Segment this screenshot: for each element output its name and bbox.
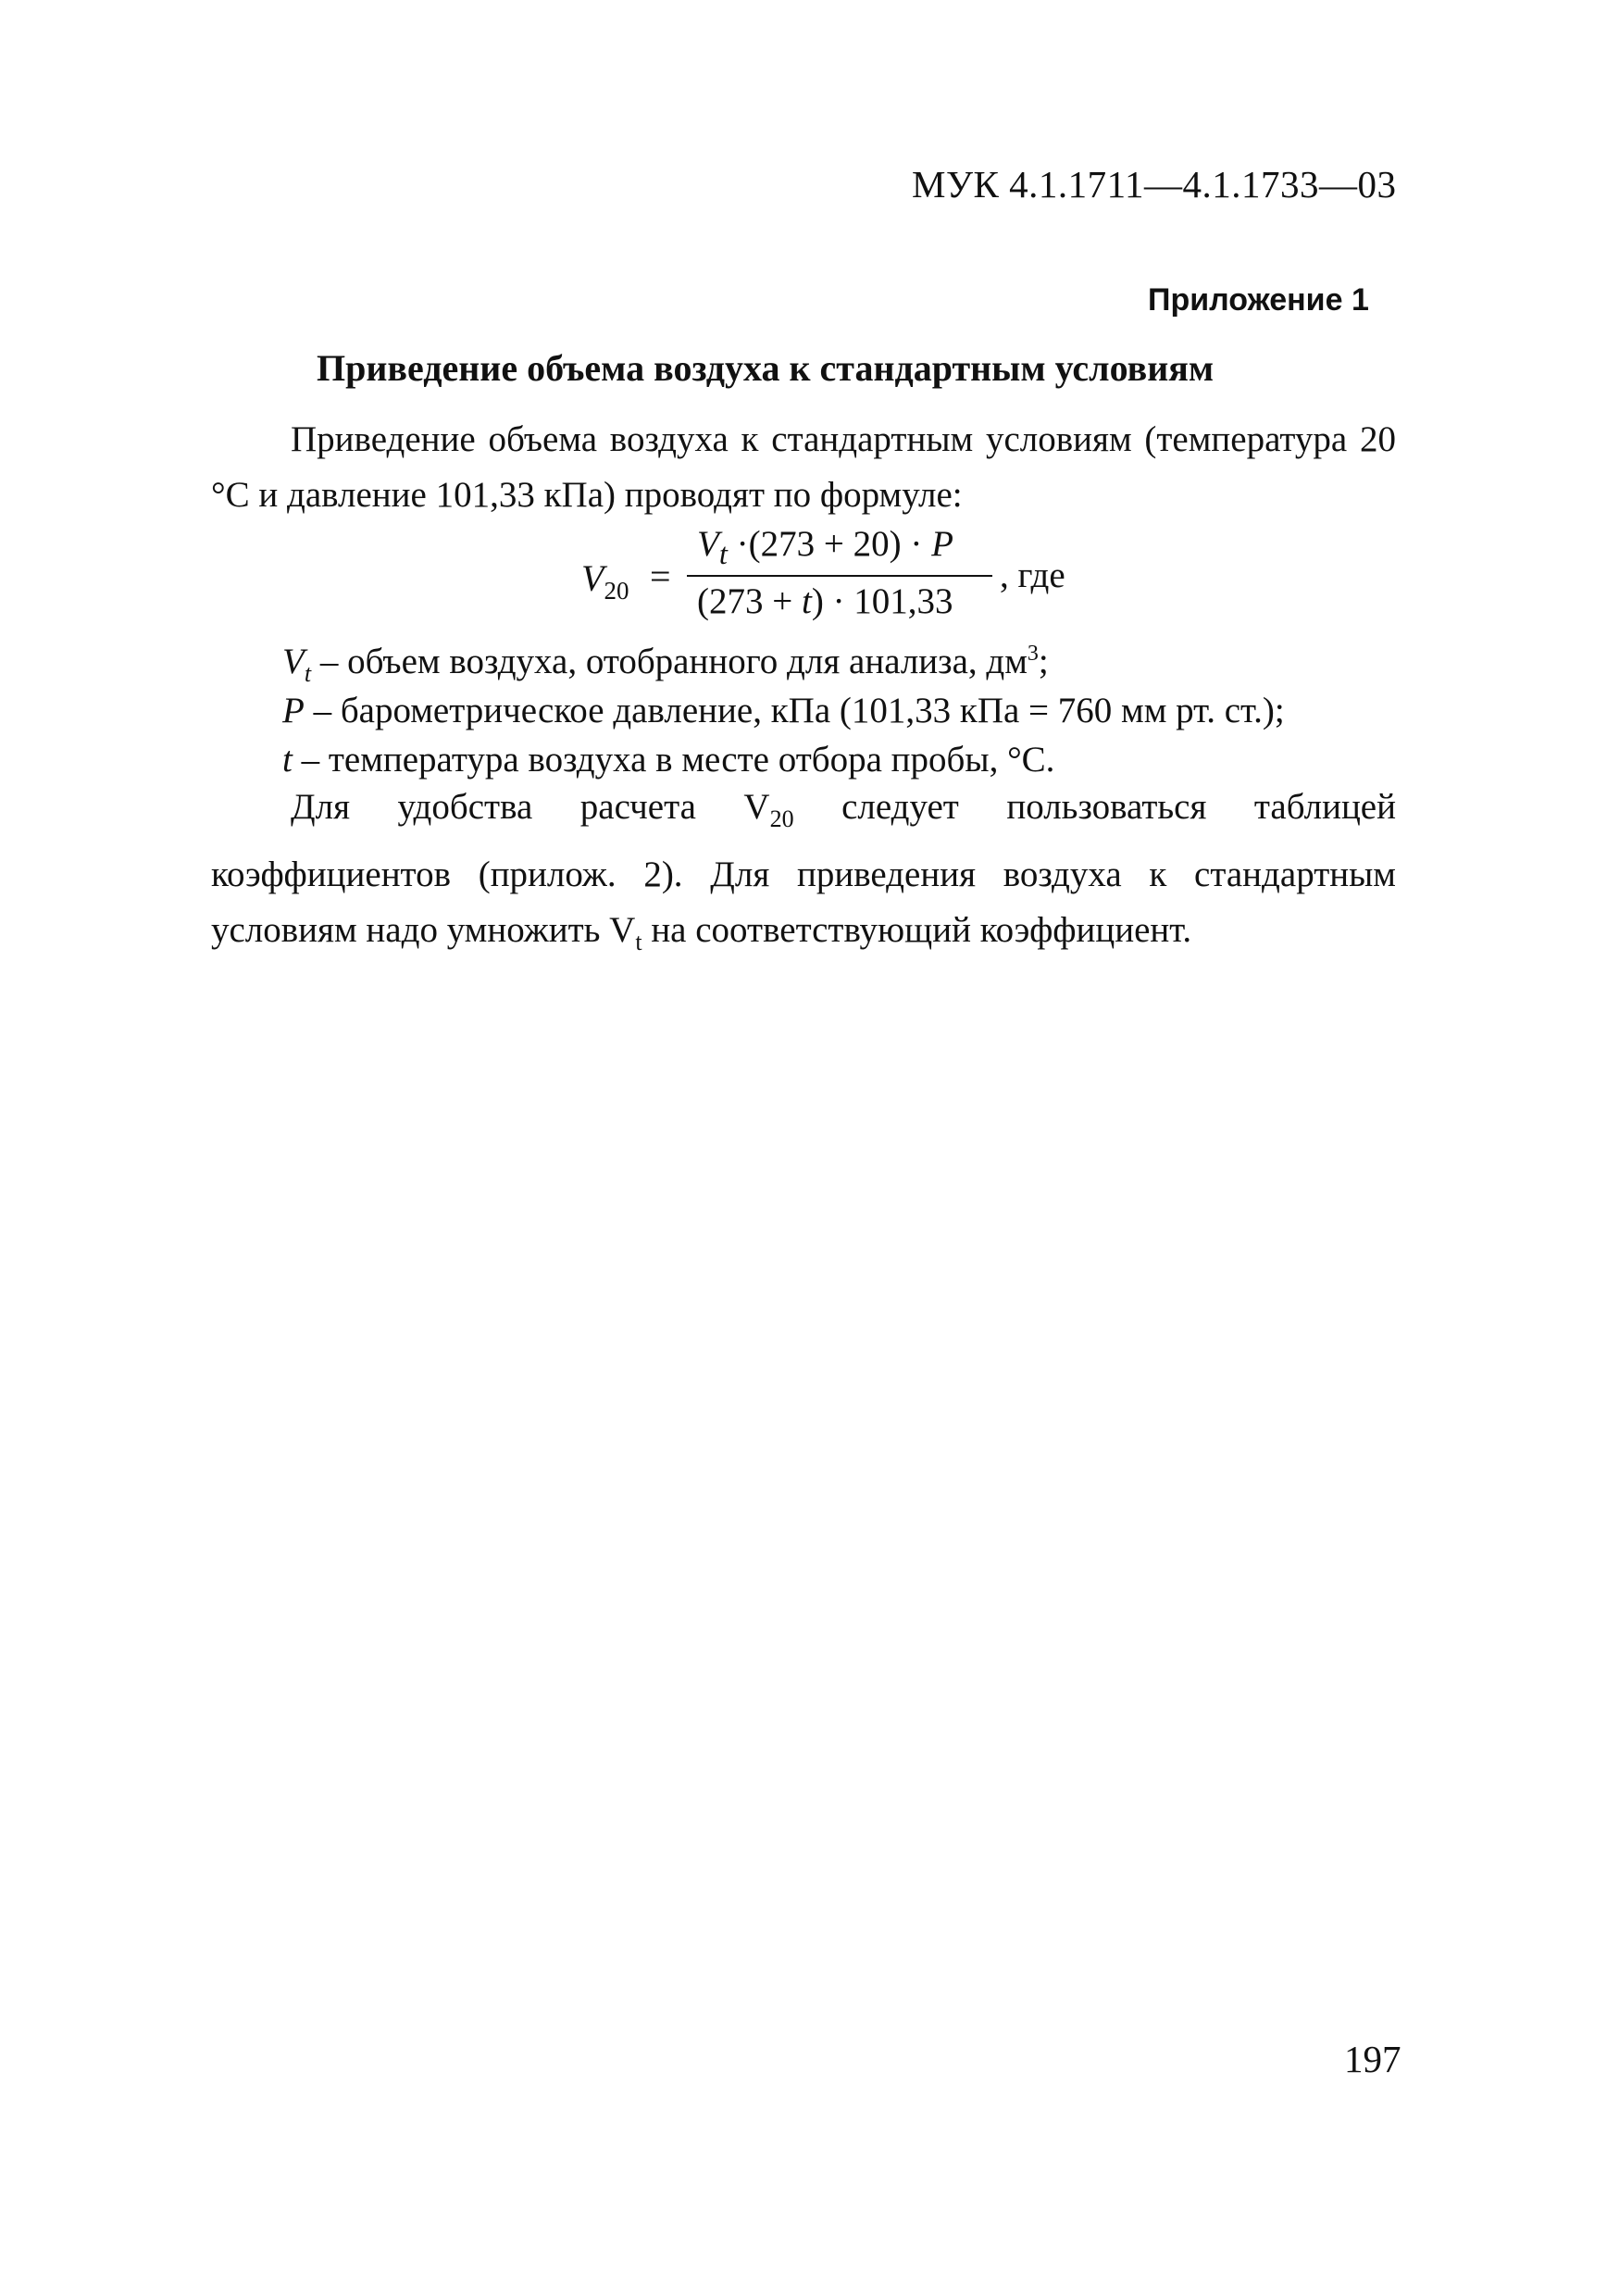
formula-lhs: $V_{20}$ <box>581 557 629 605</box>
formula <box>581 523 1063 630</box>
definition-vt: $V_t$ – объем воздуха, отобранного для анализа, $дм^3$; <box>282 642 1049 687</box>
intro-text: Приведение объема воздуха к стандартным условиям (температура 20 °С и давление 101,33 кПа) проводят по формуле: <box>211 419 1396 515</box>
formula-numerator: $V_t \cdot(273 + 20) \cdot P$ <box>697 524 953 571</box>
formula-tail: , где <box>1000 555 1065 595</box>
definition-t: t – температура воздуха в месте отбора пробы, °С. <box>282 740 1055 780</box>
formula-equals: = <box>650 555 671 597</box>
conclusion-paragraph: Для удобства расчета $V_{20}$ следует пользоваться таблицей коэффициентов (прилож. 2). Для приведения воздуха к стандартным условиям надо умножить $V_t$ на соответствующий коэффициент. <box>211 787 1396 955</box>
page-number: 197 <box>1344 2038 1401 2080</box>
formula-denominator: (273 + t) · 101,33 <box>697 581 953 621</box>
fraction-bar <box>687 575 992 577</box>
document-code: МУК 4.1.1711—4.1.1733—03 <box>912 163 1397 206</box>
intro-paragraph <box>211 412 1396 523</box>
page-title: Приведение объема воздуха к стандартным условиям <box>317 347 1215 389</box>
appendix-label: Приложение 1 <box>1148 282 1369 318</box>
definition-p: P – барометрическое давление, кПа (101,33 кПа = 760 мм рт. ст.); <box>282 691 1285 730</box>
